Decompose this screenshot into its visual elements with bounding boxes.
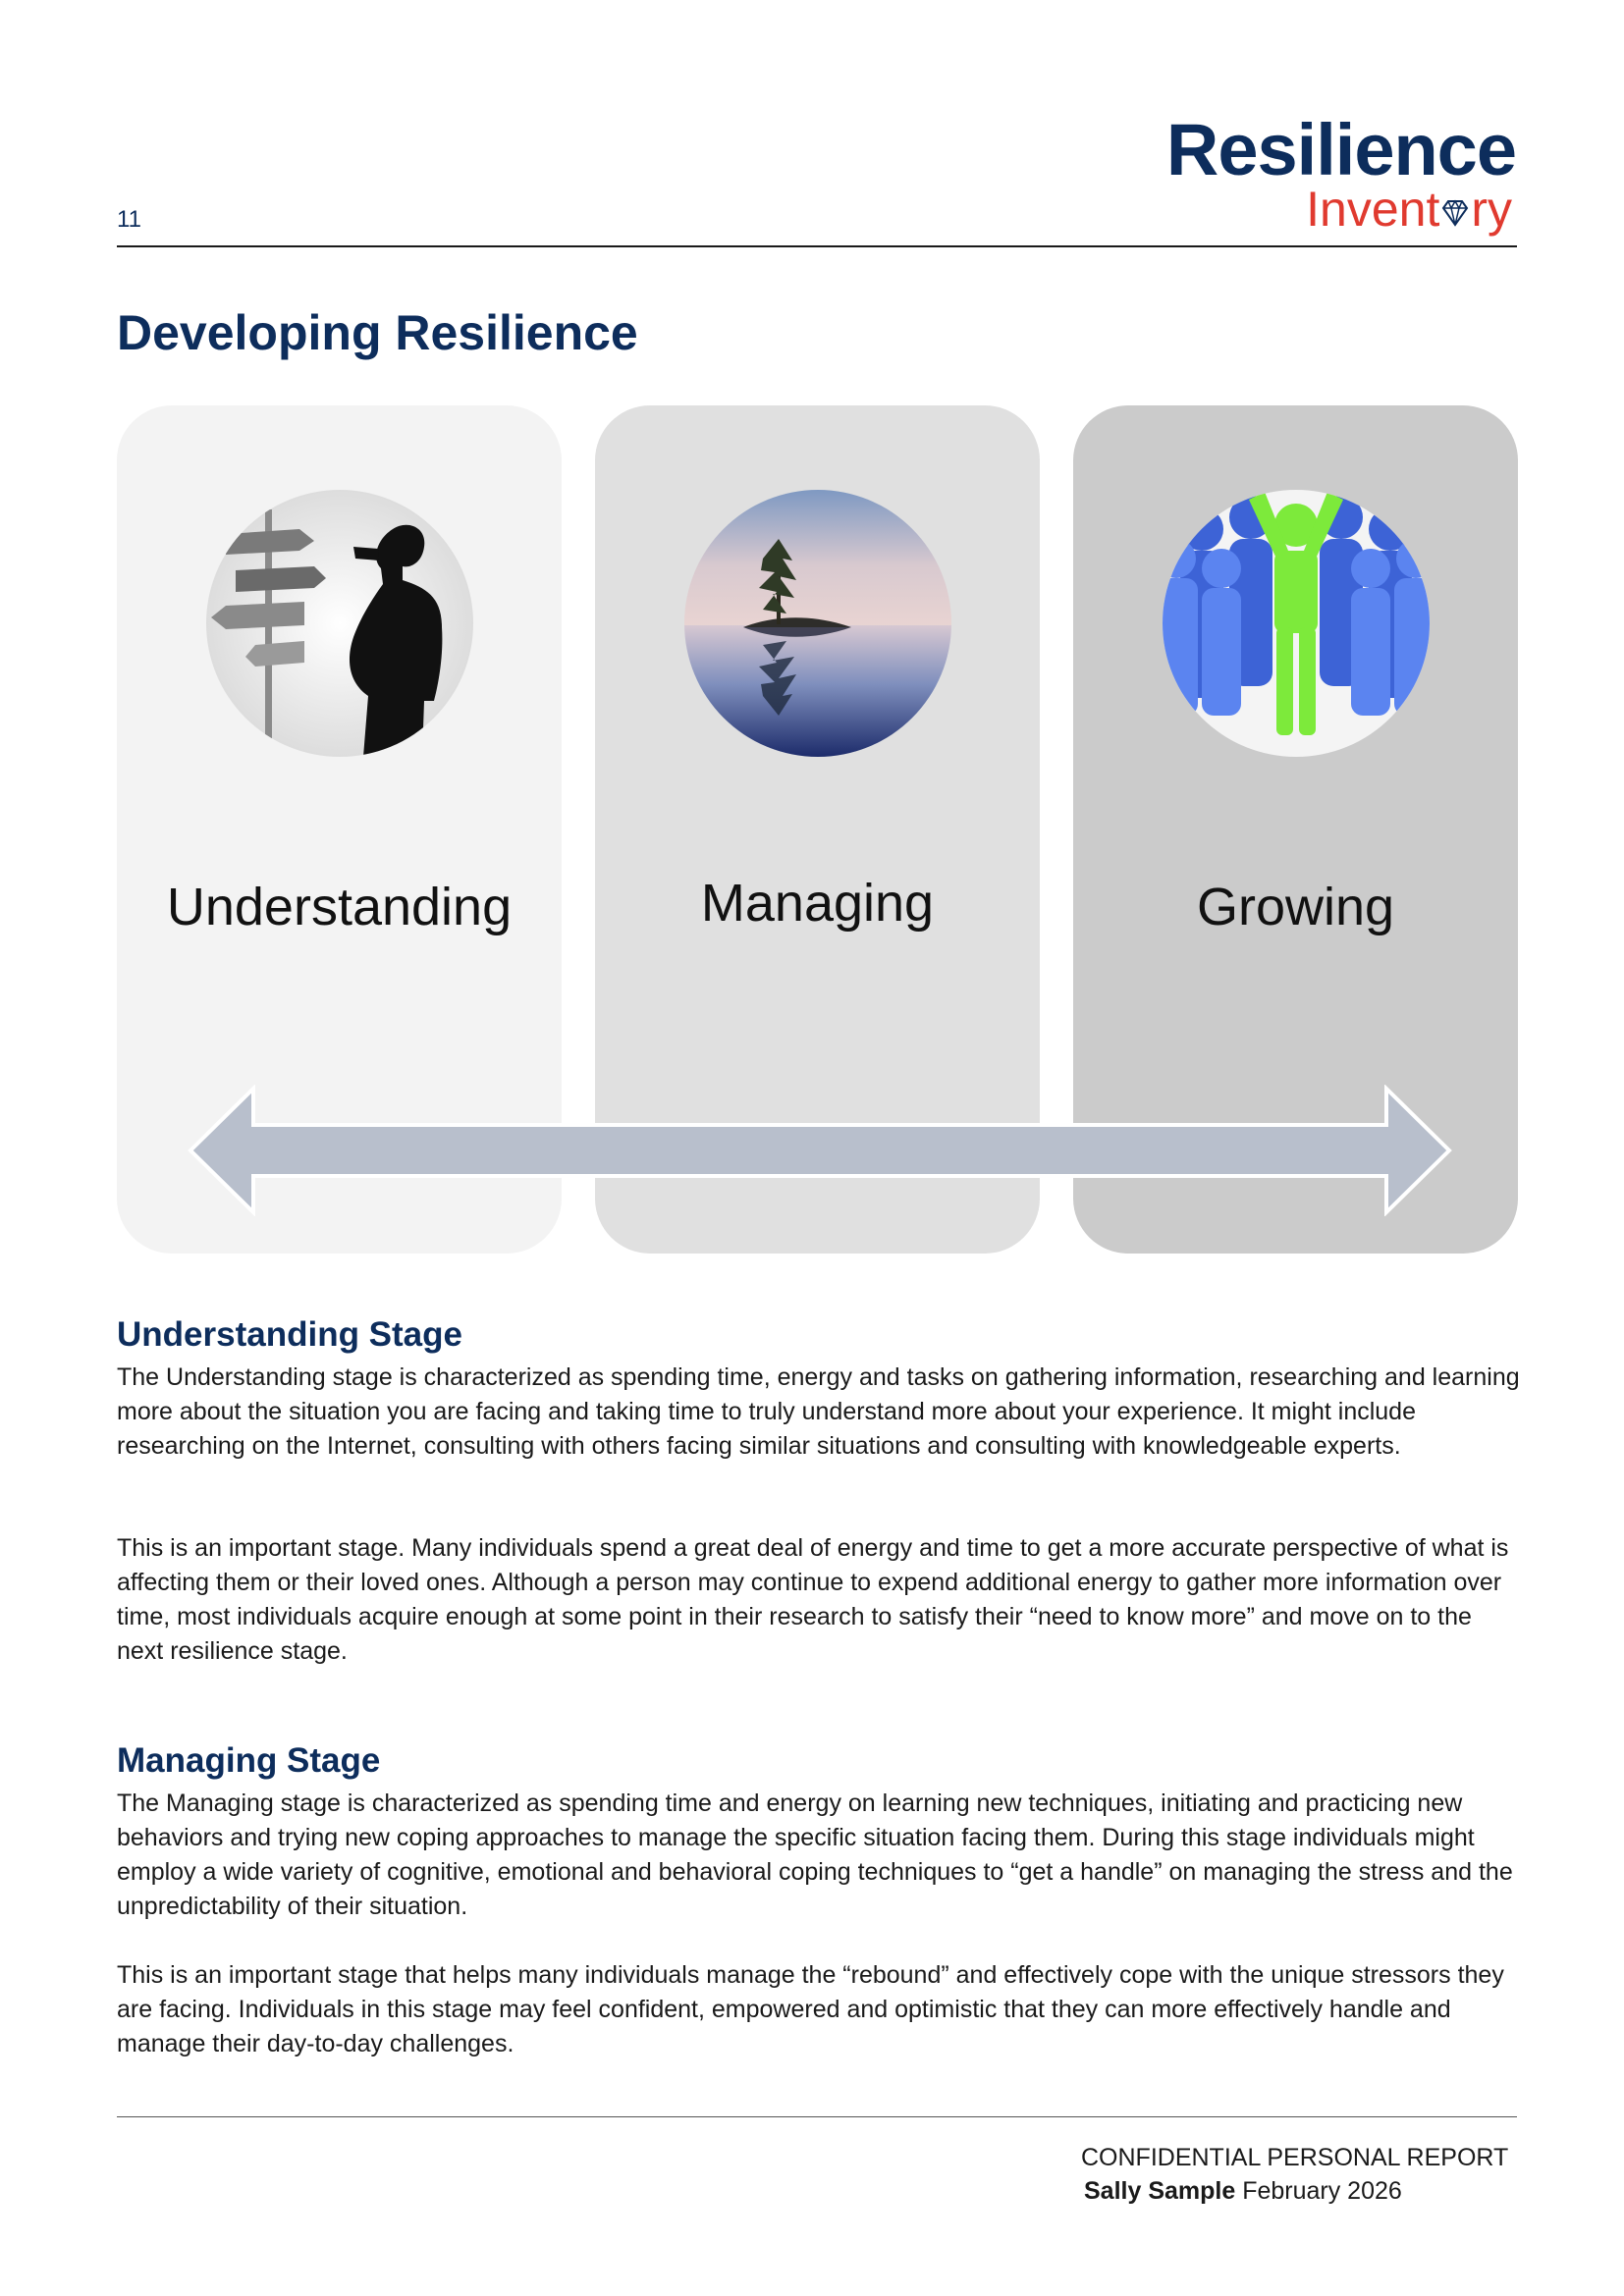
header-divider xyxy=(117,245,1517,247)
report-owner-line xyxy=(1084,2177,1402,2206)
resilience-inventory-logo xyxy=(1165,109,1516,237)
managing-paragraph-1: The Managing stage is characterized as spending time and energy on learning new techniques, initiating and practicing new behaviors and trying new coping approaches to manage the specific situation facing them. During this stage individuals might employ a wide variety of cognitive, emotional and behavioral coping techniques to “get a handle” on managing the stress and the unpredictability of their situation. xyxy=(117,1789,1513,1920)
report-date: February 2026 xyxy=(1242,2177,1402,2205)
confidential-report-label: CONFIDENTIAL PERSONAL REPORT xyxy=(1081,2144,1509,2171)
diamond-icon xyxy=(1440,199,1470,227)
footer-divider xyxy=(117,2116,1517,2117)
page-title: Developing Resilience xyxy=(117,305,638,360)
logo-word-inventory: Invent ry xyxy=(1306,182,1512,237)
managing-paragraph-2: This is an important stage that helps many individuals manage the “rebound” and effectively cope with the unique stressors they are facing. Individuals in this stage may feel confident, empowered and optimistic that they can more effectively handle and manage their day-to-day challenges. xyxy=(117,1961,1504,2057)
understanding-paragraph-1: The Understanding stage is characterized as spending time, energy and tasks on gathering information, researching and learning more about the situation you are facing and taking time to truly understand more about your experience. It might include researching on the Internet, consulting with others facing similar situations and consulting with knowledgeable experts. xyxy=(117,1363,1520,1460)
understanding-paragraph-2: This is an important stage. Many individuals spend a great deal of energy and time to get a more accurate perspective of what is affecting them or their loved ones. Although a person may continue to expend additional energy to gather more information over time, most individuals acquire enough at some point in their research to satisfy their “need to know more” and move on to the next resilience stage. xyxy=(117,1534,1509,1665)
double-arrow-icon xyxy=(187,1085,1453,1216)
report-owner-name: Sally Sample xyxy=(1084,2177,1236,2205)
page-number: 11 xyxy=(117,206,141,233)
stage-label-growing: Growing xyxy=(1196,878,1395,936)
stage-label-understanding: Understanding xyxy=(166,878,513,936)
island-tree-reflection-icon xyxy=(684,490,951,757)
man-at-signpost-icon xyxy=(206,490,473,757)
understanding-stage-heading: Understanding Stage xyxy=(117,1315,462,1354)
logo-word-resilience: Resilience xyxy=(1165,109,1516,190)
managing-stage-heading: Managing Stage xyxy=(117,1741,381,1780)
raised-arms-figure-icon xyxy=(1163,490,1430,757)
stage-label-managing: Managing xyxy=(700,874,935,933)
